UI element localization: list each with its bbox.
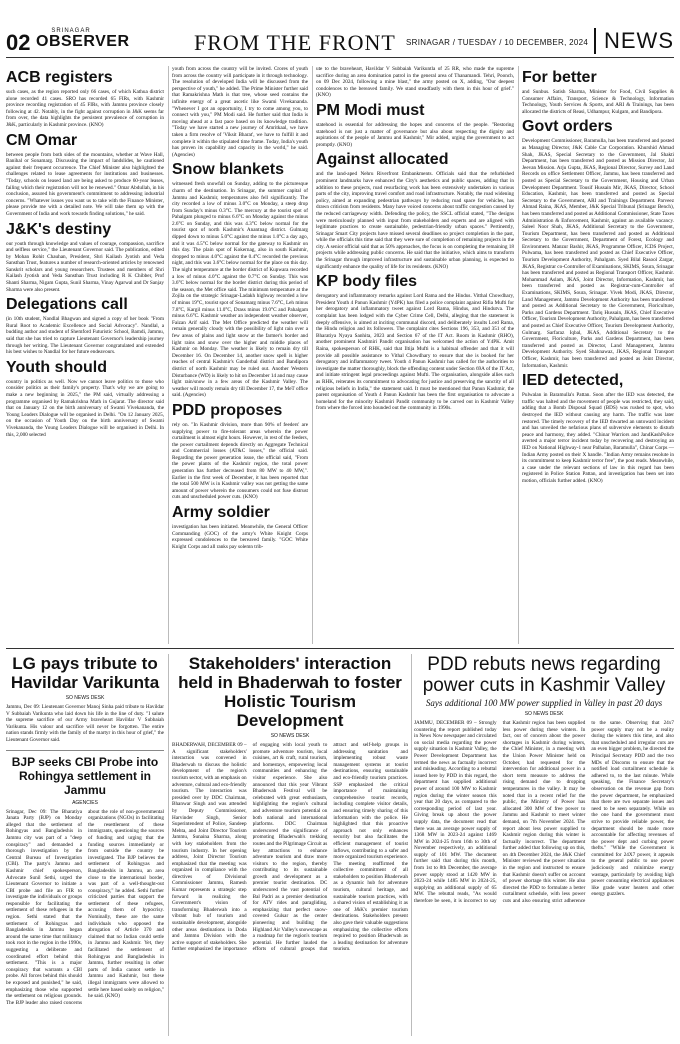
article-delegations-text: (in 10th student, Nandlal Bhagwan and signed a copy of her book "From Rural Root to Academic Excellence and Social Advocacy". Nandlal, a budding author and student of Shemford Futuristic School, Bamdi, Jammu, said that she has tried to capture Lieutenant Governor's leadership journey through her writing. The Lieutenant Governor congratulated and extended his best wishes to Nandlal for her future endeavours.	[6, 316, 164, 356]
deck: Says additional 100 MW power supplied in Valley in past 20 days	[425, 698, 663, 708]
article-against-text: and the land-aped Nehru Riverfront Embankments. Officials said that the refurbished prominent landmarks have enhanced the City's aesthetics and public spaces, adding that in addition to these projects, road resurfacing work has been extensively undertaken in various parts of the city, improving travel comfort and road infrastructure. Notably, the road widening policy, aimed at expanding pedestrian pathways by reducing road space for vehicles, has drawn criticism from residents. Many have voiced concerns about traffic congestion caused by the reduced carriageway width. Defending the policy, the SSCL official stated, "The designs were meticulously planned with input from stakeholders and experts and are aligned with legitimate practices to create sustainable, pedestrian-friendly urban spaces." Pertinently, Srinagar Smart City projects have missed several deadlines so project completion in the past, while the officials this time said that they were sure of completion of remaining projects in the city. A senior official said that as 50% approaches, the focus is on completing the remaining 18 projects while addressing public concerns. He said that the initiative, which aims to transform the Srinagar through improved infrastructure and sustainable urban planning, is expected to significantly enhance the quality of life for its residents. (KNO)	[316, 171, 514, 270]
headline-ied: IED detected,	[522, 372, 624, 390]
headline-youth: Youth should	[6, 358, 108, 376]
brand-big: OBSERVER	[36, 33, 130, 50]
headline-pdd-rebuts: PDD rebuts news regarding power cuts in Kashmir Valley	[422, 654, 666, 696]
article-youth-cont: youth from across the country will be invited. Crores of youth from across the country will participate in it through technology. The resolution of developed India will be discussed from the perspective of youth," he added. The Prime Minister further said that Ramakrishna Math is that tree, whose seed contains the infinite energy of a great ascetic like Swami Vivekananda. "Whenever I got an opportunity, I try to come among you, to connect with you," PM Modi said. He further said that India is moving ahead at a fast pace based on its knowledge tradition. "Today we have started a new journey of Amritkaal, we have taken a firm resolve of 'Viksit Bharat', we have to fulfill it and complete it within the stipulated time frame. Today, India's youth has proven its capability and capacity in the world," he said. (Agencies)	[172, 66, 308, 158]
article-jk-text: our youth through knowledge and values of courage, compassion, sacrifice and selfless service," the Lieutenant Governor said. The publication, edited by Mohan Rohit Chauhan, President, Shri Kailash Jyotish and Veda Sansthan Trust, features a number of research-oriented articles by renowned Sanskrit scholars and young researchers. Trustees and members of Shri Kailash Jyotish and Veda Sansthan Trust including R K Chibber, Prof Shanti Sharma, Nigam Gupta, Sunil Sharma, Vinay Agarwal and Dr Sanjay Sharma were also present.	[6, 240, 164, 293]
date-line: SRINAGAR / TUESDAY / 10 DECEMBER, 2024	[406, 38, 589, 47]
column-rule	[518, 66, 519, 644]
story-pdd-rebuts	[414, 654, 674, 1036]
section-divider	[6, 648, 674, 649]
headline-bhaderwah: Stakeholders' interaction held in Bhaderwah to foster Holistic Tourism Development	[178, 654, 402, 730]
article-bjp-text: Srinagar, Dec 09: The Bharatiya Janata Party (BJP) on Monday alleged that the settlement of Rohingyas and Bangladeshis in Jammu city was part of a "deep conspiracy" and demanded a thorough investigation by the Central Bureau of Investigation (CBI). The party's Jammu and Kashmir chief spokesperson, Advocate Sunil Sethi, urged the Lieutenant Governor to initiate a CBI probe and file an FIR to investigate the individuals or groups responsible for facilitating the settlement of these refugees in the region. Sethi stated that the settlement of Rohingyas and Bangladeshis in Jammu began around the same time that militancy took root in the region in the 1990s, suggesting a deliberate and coordinated effort behind this settlement. "This is a major conspiracy that warrants a CBI probe. All forces behind this should be exposed and punished," he said, emphasizing those who supported the settlement on religious grounds. The BJP leader also raised concerns about the role of non-governmental organizations (NGOs) in facilitating the resettlement of these immigrants, questioning the sources of funding and urging that the funding sources immediately or from outside the country be investigated. The BJP believes the settlement of Rohingyas and Bangladeshis in Jammu, an area close to the international border, was part of a well-thought-out conspiracy," he added. Sethi further criticized parties that support the settlement of these refugees, accusing them of hypocrisy. Nominally, these are the same individuals who opposed the abrogation of Article 370 and claimed that no Indian could settle in Jammu and Kashmir. Yet, they facilitated the settlement of Rohingyas and Bangladeshis in Jammu, further resulting in other parts of India cannot settle in Jammu and Kashmir, but these illegal immigrants were allowed to settle here based solely on religion," he said. (KNO)	[6, 808, 164, 1006]
story-bjp	[6, 750, 164, 1007]
headline-snow: Snow blankets	[172, 161, 285, 179]
column-1	[6, 66, 164, 644]
article-snow-text: witnessed fresh snowfall on Sunday, adding to the picturesque charm of the destination. In Srinagar, the summer capital of Jammu and Kashmir, temperatures also fell significantly. The city recorded a low of minus 3.0°C on Monday, a steep drop from Sunday's minus 0.3°C. The mercury at the tourist spot of Pahalgam plunged to minus 6.6°C on Monday against the minus 2.6°C on Sunday, and this was 4.3°C below normal for the tourist spot of north Kashmir's Anantnag district. Gulmarg dipped down to minus 5.0°C against the minus 1.0°C a day ago, and it was 4.5°C below normal for the gateway to Kashmir on this day. The plain spot of Kokernag, also in south Kashmir, dropped to minus 4.0°C against the 0.4°C recorded the previous night, and this was 3.6°C below normal for the place on this day. The night temperature at the border district of Kupwara recorded a low of minus 4.0°C against the 0.7°C on Sunday. This was 3.6°C below normal for the border district during this period of the season, the Met office said. The minimum temperature at the Zojila on the strategic Srinagar-Ladakh highway recorded a low of minus 19°C, tourist spot of Sonamarg minus 7.6°C, Leh minus 7.8°C, Kargil minus 11.0°C, Drass minus 19.0°C and Pahalgam minus 6.6°C. Kashmir weather an independent weather observer, Faizan Arif said. The Met Office predicted the weather will remain generally cloudy with the possibility of light rain over a few areas of plains and light snow at the farmer's border and light rains and snow over the higher and middle places of Kashmir on Monday. The weather is likely to remain dry till December 16. On December 14, another snow spell is higher reaches of central Kashmir's Ganderbal district and Bandipora district of north Kashmir may be ruled out. Another Western Disturbance (WD) is likely to hit on December 14 and may cause light rain/snow in a few areas of the Kashmir Valley. The weather will mostly remain dry till December 17, the MeT office said. (Agencies)	[172, 181, 308, 399]
brand-logo	[36, 28, 130, 50]
byline: AGENCIES	[72, 799, 98, 806]
column-2	[172, 66, 308, 644]
article-pdd-text: rely on. "In Kashmir division, more than 90% of feeders' are supplying power to fire-tolerant areas wherein the power curtailment is almost eight hours. However, in rest of the feeders, the power curtailment depends directly on Aggregate Technical and Commercial losses (AT&C losses," the official said. Regarding the power generation issue, the official said, "From the power plants of the Kashmir region, the total power generation has further decreased from 80 MW to 40 MW,". Earlier in the first week of December, it has been reported that the total 500 MW is in Kashmir valley was not getting the same amount of power wherein the consumers could not fuse distrust cuts and unscheduled power cuts. (KNO)	[172, 421, 308, 501]
headline-for-better: For better	[522, 69, 597, 86]
article-army-cont: ute to the braveheart, Havildar V Subbaiah Varikuntla of 25 RR, who made the supreme sacrifice during an area domination patrol in the general area of Thanamandi. Tehri, Poonch, on 09 Dec 2024, following a mine blast," the army posted on X, adding, "Our deepest condolences to the bereaved family. We stand steadfastly with them in this hour of grief." (KNO)	[316, 66, 514, 99]
article-bhaderwah-text: BHADERWAH, DECEMBER 09 – A significant stakeholders' interaction was convened in Bhaderwah to discuss the holistic development of the region's tourism sector, with an emphasis on adventure, cultural and eco-friendly tourism. The interaction was presided over by DDC Chairman, Bhanwar Singh and was attended by Deputy Commissioner, Harvinder Singh, Senior Superintendent of Police, Sandeep Mehta, and Joint Director Tourism Jammu, Sunaina Sharma, along with key stakeholders from the tourism industry. In her opening address, Joint Director Tourism emphasized that the meeting was organized in compliance with the directives of Divisional Commissioner Jammu, Ramesh Kumar represents a strategic step forward in realizing the Government's vision of transforming Bhaderwah into a vibrant hub of tourism and sustainable development, alongside other areas destinations in Doda and Jammu Division with the active support of stakeholders. She further emphasized the importance of engaging with local youth to promote adventure tourism, local cuisines, art & craft, rural tourism, and homestays, empowering local communities and enhancing the visitor experience. She also announced that this year Vibrant Bhaderwah Festival will be celebrated with great enthusiasm, highlighting the region's cultural and adventure tourism potential on both national and international platforms. DDC Chairman underscored the significance of promoting Bhaderwah's trekking routes and the Pilgrimage Circuit as key attractions to enhance adventure tourism and draw more visitors to the region, thereby contributing to its sustainable growth and development as a premier tourist destination. DC underscored the vast potential of Bal Padri as a premier destination for ATV rides and paragliding, emphasizing that perfect snow-covered Gulsar as the center pioneering and building the Highland Air Valley's snowscape as a roadmap for the region's tourism potential. He further lauded the efforts of cultural groups that attract and self-help groups in addressing sanitation and implementing robust waste management systems at tourist destinations, ensuring sustainable and eco-friendly tourism practices. SSP emphasized the critical importance of maintaining comprehensive tourist records, including complete visitor details, and ensuring timely sharing of this information with the police. He highlighted that this proactive approach not only enhances security but also facilitates the efficient management of tourist inflows, contributing to a safer and more organized tourism experience. The meeting reaffirmed the collective commitment of all stakeholders to position Bhaderwah as a dynamic hub for adventure tourism, cultural heritage, and sustainable tourism practices, with a shared vision of establishing it as one of J&K's premier tourism destinations. Stakeholders present also gave their valuable suggestions emphasizing the collective efforts required to position Bhaderwah as a leading destination for adventure tourism.	[172, 742, 408, 953]
headline-jk: J&K's destiny	[6, 220, 112, 238]
article-cm-text: between people from both sides of the mountains, whether at Wave Hall, Banihal or Sonamarg. Discussing the impact of landslides, he cautioned against their frequent occurrence. The Chief Minister also highlighted the challenges related to lease agreements for institutions and businesses. "Today, schools on leased land are being asked to produce 60-year leases, failing which their registration will not be renewed." Omar Abdullah, in his conclusion, assured his government's commitment to addressing industrial concerns. "Whatever issues you want us to take with the Finance Minister, please provide me with a detailed note. We will take them up with the Government of India and work towards finding solutions," he said.	[6, 151, 164, 217]
article-lg-text: Jammu, Dec 09: Lieutenant Governor Manoj Sinha paid tribute to Havildar V Subbaiah Varikunta who laid down his life in the line of duty. "I salute the supreme sacrifice of our Army braveheart Havildar V Subbaiah Varikunta. His valour and sacrifice will never be forgotten. The entire nation stands firmly with the family of the martyr in this hour of grief," the Lieutenant Governor said.	[6, 704, 164, 743]
article-for-better-text: and Sunbus. Satish Sharma, Minister for Food, Civil Supplies & Consumer Affairs, Transport, Science & Technology, Information Technology, Youth Services & Sports, and ARI & Trainings, has been allocated the districts of Reasi, Udhampur, Kulgam, and Bandipora.	[522, 89, 674, 115]
article-army-text: investigation has been initiated. Meanwhile, the General Officer Commanding (GOC) of the army's White Knight Corps expressed condolences to the bereaved family. "GOC White Knight Corps and all ranks pay solemn trib-	[172, 524, 308, 550]
article-govt-orders-text: Development Commissioner, Baramulla, has been transferred and posted as Managing Director, J&K Cable Car Corporation. Khurshid Ahmad Shah, JKAS, Special Secretary to the Government, Jal Shakti Department, has been transferred and posted as Mission Director, Jal Jeevan Mission. Arju Gupta, JKAS, Regional Director, Survey and Land Records on office Settlement Officer, Jammu, has been transferred and posted as Special Secretary to the Government, Housing and Urban Development Department. Tousif Hussain Mir, JKAS, Director, School Education, Kashmir, has been transferred and posted as Special Secretary to the Government, ARI and Trainings Department. Parveez Ahmad Raina, JKAS, Member, J&K Special Tribunal (Srinagar Bench), has been transferred and posted as Additional Commissioner, State Taxes Administration & Enforcement, Kashmir, against an available vacancy. Saleel Noor Shah, JKAS, Additional Secretary to the Government, Tourism Department, has been transferred and posted as Additional Secretary to the Government, Department of Forest, Ecology and Environment. Manzur Bashir, JKAS, Programme Officer, ICDS Project, Pulwama, has been transferred and posted as Chief Executive Officer, Tourism Development Authority, Pahalgam. Syed Bilal Rasool Zargar, JKAS, Registrar co-Controller of Examinations, SKIMS, Soura, Srinagar has been transferred and posted as Regional Transport Officer, Kashmir. Mohammad Aslam, JKAS, Joint Director, Information, Kashmir, has been transferred and posted as Registrar-cum-Controller of Examinations, SKIMS, Soura, Srinagar. Vivek Modi, JKAS, Director, Land Management, Jammu Development Authority has been transferred and posted as Additional Secretary to the Government, Floriculture, Parks and Gardens Department. Tariq Hussain, JKAS, Chief Executive Officer, Tourism Development Authority, Pahalgam, has been transferred and posted as Chief Executive Officer, Tourism Development Authority, Gulmarg. Sarfaraz Iqbal, JKAS, Additional Secretary to the Government, Floriculture, Parks and Gardens Department, has been transferred and posted as Director, Land Management, Jammu Development Authority. Syed Shahnawaz, JKAS, Regional Transport Officer, Kashmir, has been transferred and posted as Joint Director, Information, Kashmir.	[522, 138, 674, 369]
column-rule	[168, 66, 169, 644]
headline-pm: PM Modi must	[316, 101, 425, 119]
section-title: FROM THE FRONT	[194, 30, 396, 55]
headline-bjp: BJP seeks CBI Probe into Rohingya settlement in Jammu	[11, 754, 159, 797]
headline-cm: CM Omar	[6, 131, 78, 149]
headline-pdd: PDD proposes	[172, 401, 283, 419]
story-bhaderwah	[172, 654, 408, 1036]
brand-small: SRINAGAR	[51, 28, 91, 34]
column-3	[316, 66, 514, 644]
headline-kp: KP body files	[316, 273, 418, 291]
story-lg-tribute	[6, 654, 164, 1036]
column-4	[522, 66, 674, 644]
column-rule	[168, 654, 169, 1036]
headline-against: Against allocated	[316, 151, 449, 169]
page-number: 02	[6, 30, 31, 55]
article-youth-text: country in politics as well. Now we cannot leave politics to those who consider politics as their family's property. That's why we are going to make a new beginning in 2025," the PM said, virtually addressing a programme organised by Ramakrishna Math in Gujarat. The director said that on January 12 on the birth anniversary of Swami Vivekananda, the Young Leaders Dialogue will be organised in Delhi. "On 12 January 2025, on the occasion of Youth Day on the birth anniversary of Swami Vivekananda, the Young Leaders Dialogue will be organised in Delhi. In this, 2,000 selected	[6, 378, 164, 438]
headline-govt-orders: Govt orders	[522, 118, 613, 136]
headline-lg-tribute: LG pays tribute to Havildar Varikunta	[10, 654, 160, 692]
column-rule	[312, 66, 313, 644]
article-kp-text: derogatory and inflammatory remarks against Lord Rama and the Hindus. Vitthal Chowdhary, President Youth 4 Panun Kashmir (Y4PK) has filed a police complaint against Rifia Mufti for her derogatory and inflammatory tweet against Lord Rama, Hindus, and Hindutva. The complaint has been lodged with the Cyber Crime Cell, Delhi, alleging that the statement is deeply offensive, is aimed at inciting communal discord, and deliberately insults Lord Rama, the Hindu religion and its followers. The complaint cites Sections 196, 353, and 351 of the Bharatiya Nyaya Sanhita, 2023 and Section 67 of the IT Act. Room in Kashmir (RHO), another prominent Kashmiri Pandit organisation has welcomed the action of Y4PK. Amit Raina, spokesperson of RHK, said that Iltija Mufti is a habitual offender and that it will provide all possible assistance to Vithal Chowdhary to ensure that she is booked for her derogatory and inflammatory tweet. Youth 4 Panun Kashmir has called for the authorities to investigate the matter thoroughly, block the offending content under Section 69A of the IT Act, and initiate stringent legal proceedings against Mufti. The organisation, alongside allies such as RHK, reiterates its commitment to advocating for justice and preserving the sanctity of all religious beliefs in India," the statement said. It must be mentioned that Panun Kashmir, the parent organisation of Youth 4 Panun Kashmir has been the first organisation to advocate a homeland for the minority Kashmiri Pandit community to be carved out in Kashmir Valley from where the forced into hounded out the community in 1990s.	[316, 293, 514, 412]
article-pdd-rebuts-text: JAMMU, DECEMBER 09 – Strongly countering the report published today in News Now newspaper and circulated on social media regarding the power supply situation in Kashmir Valley, the Power Development Department has termed the news as factually incorrect and misleading. According to a rebuttal issued here by PDD in this regard, the department has supplied additional power of around 100 MW to Kashmir region during the winter season this year that 20 days, as compared to the corresponding period of last year. Giving break up about the power supply data, the document read that there was an average power supply of 1368 MW in 2023-24 against 1469 MW in 2024-25 from 16th to 30th of November respectively, an additional supply of 101 MW. The document further said that during this month, from 1st to 8th December, the average power supply stood at 1420 MW in 2023-24 while 1485 MW in 2024-25, supplying an additional supply of 65 MW. The rebuttal reads, "As would therefore be seen, it is incorrect to say that Kashmir region has been supplied less power during these winters. In fact, out of concern about the power shortages in Kashmir during winters, the Chief Minister, in a meeting with the Union Power Minister held on October, had requested for the intervention for additional power in a short term measure to address the rising demand due to dropping temperatures in the valley. It may be noted that in a recent relief for the public, the Ministry of Power has allocated 300 MW of free power to Jammu and Kashmir to meet winter demand, on 7th November 2024. The report about less power supplied to Kashmir region during this winter is factually incorrect. The department further added that following up on this, on 4th December 2024, the J&K Chief Minister reviewed the power situation in the region and instructed to ensure that Kashmir doesn't suffer on account of power shortage this winter. He also directed the PDD to formulate a better curtailment schedule, with less power cuts and also ensuring strict adherence to the same. Observing that 24x7 power supply may not be a reality during the winters this time, and also that unscheduled and irregular cuts are an even bigger problem, he directed the Principal Secretary PDD and the two MDs of Discoms to ensure that the notified load curtailment schedule is adhered to, to the last minute. While speaking, the Finance Secretary's observation on the revenue gap from the power department, he emphasized that there are two separate issues and need to be seen separately. While on the one hand the government must strive to provide reliable power, the department should be made more accountable for affecting revenues of the power dept and curbing power thefts." "While the Government is committed for 24X7 power, it appeals to the general public to use power judiciously and minimize energy wastage, particularly by avoiding high power consuming electrical appliances like grade water heaters and other energy guzzlers.	[414, 720, 674, 905]
byline: SO NEWS DESK	[65, 695, 105, 701]
section-label: NEWS	[594, 28, 674, 54]
masthead	[6, 28, 674, 58]
headline-acb: ACB registers	[6, 69, 113, 86]
byline: SO NEWS DESK	[270, 733, 310, 739]
article-acb-text: such cases, as the region reported only 66 cases, of which Kathua district alone recorded 41 cases. SRO has recorded 65 FIRs, with Kashmir province recording registration of 45 FIRs, with Jammu province closely following at 42. Notably, in the fight against corruption in J&K seems far from over, the data highlights the persistent prevalence of corruption in J&K, particularly in Kashmir province. (KNO)	[6, 89, 164, 128]
column-rule	[411, 654, 412, 1036]
headline-delegations: Delegations call	[6, 296, 128, 314]
article-pm-text: statehood is essential for addressing the hopes and concerns of the people. "Restoring statehood is not just a matter of governance but also about respecting the dignity and aspirations of the people of Jammu and Kashmir," Mir added, urging the government to act promptly. (KNO)	[316, 121, 514, 148]
byline: SO NEWS DESK	[524, 711, 564, 717]
article-ied-text: Pulwalan in Baramulla's Pattan. Soon after the IED was detected, the traffic was halted and the movement of people was restricted, they said, adding that a Bomb Disposal Squad (BDS) was rushed to spot, who destroyed the IED without causing any harm. The traffic was later restored. The timely recovery of the IED thwarted an untoward incident and has unveiled the nefarious plans of subversive elements to disturb peace and harmony, they added. "Chinar Warriors and JandKashPolice averted a major terror incident today by recovering and destroying an IED on National Highway-1 near Palhalan, Baramulla", Chinar Corps — Indian Army posted on their X handle. "Indian Army remains resolute in its commitment to keep Kashmir terror free", the post reads. Meanwhile, a case under the relevant sections of law in this regard has been registered in Police Station Pattan, and investigation has been set into motion, officials further added. (KNO)	[522, 392, 674, 484]
headline-army: Army soldier	[172, 504, 270, 522]
